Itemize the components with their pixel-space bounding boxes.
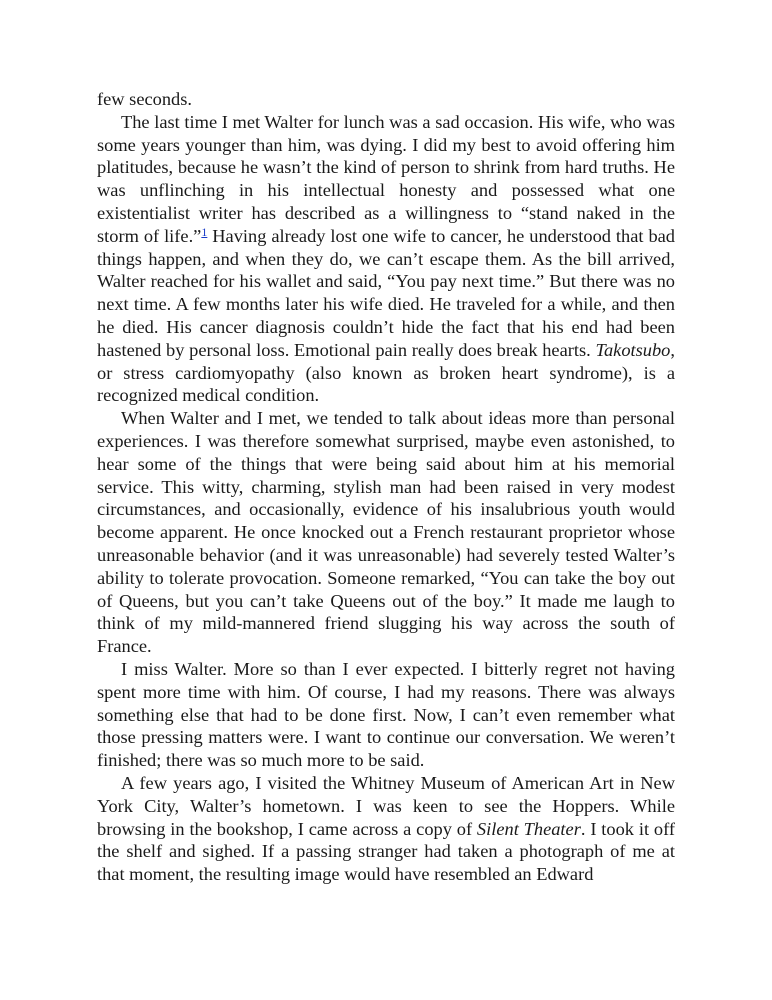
paragraph-text: I miss Walter. More so than I ever expected. I bitterly regret not having spent more time with him. Of course, I had my reasons. There was always something else that had to be done first. Now, I can’t even remember what those pressing matters were. I want to continue our conversation. We weren’t finished; there was so much more to be said. [97, 658, 675, 771]
body-paragraph [97, 111, 675, 407]
italic-title: Takotsubo [595, 339, 671, 360]
paragraph-text: Having already lost one wife to cancer, he understood that bad things happen, and when they do, we can’t escape them. As the bill arrived, Walter reached for his wallet and said, “You pay next time.” But there was no next time. A few months later his wife died. He traveled for a while, and then he died. His cancer diagnosis couldn’t hide the fact that his end had been hastened by personal loss. Emotional pain really does break hearts. [97, 225, 675, 360]
footnote-reference-link[interactable]: 1 [201, 224, 208, 239]
paragraph-text: , or stress cardiomyopathy (also known as broken heart syndrome), is a recognized medical condition. [97, 339, 675, 406]
paragraph-text: few seconds. [97, 89, 192, 109]
body-paragraph [97, 658, 675, 772]
body-paragraph [97, 772, 675, 886]
body-paragraph [97, 88, 675, 111]
italic-title: Silent Theater [476, 818, 581, 839]
paragraph-text: The last time I met Walter for lunch was a sad occasion. His wife, who was some years younger than him, was dying. I did my best to avoid offering him platitudes, because he wasn’t the kind of person to shrink from hard truths. He was unflinching in his intellectual honesty and possessed what one existentialist writer has described as a willingness to “stand naked in the storm of life.” [97, 111, 675, 246]
document-page [97, 88, 675, 886]
paragraph-text: . I took it off the shelf and sighed. If a passing stranger had taken a photograph of me at that moment, the resulting image would have resembled an Edward [97, 818, 676, 885]
paragraph-text: A few years ago, I visited the Whitney Museum of American Art in New York City, Walter’s hometown. I was keen to see the Hoppers. While browsing in the bookshop, I came across a copy of [97, 772, 675, 839]
body-paragraph [97, 407, 675, 658]
paragraph-text: When Walter and I met, we tended to talk about ideas more than personal experiences. I was therefore somewhat surprised, maybe even astonished, to hear some of the things that were being said about him at his memorial service. This witty, charming, stylish man had been raised in very modest circumstances, and occasionally, evidence of his insalubrious youth would become apparent. He once knocked out a French restaurant proprietor whose unreasonable behavior (and it was unreasonable) had severely tested Walter’s ability to tolerate provocation. Someone remarked, “You can take the boy out of Queens, but you can’t take Queens out of the boy.” It made me laugh to think of my mild-mannered friend slugging his way across the south of France. [97, 408, 675, 657]
